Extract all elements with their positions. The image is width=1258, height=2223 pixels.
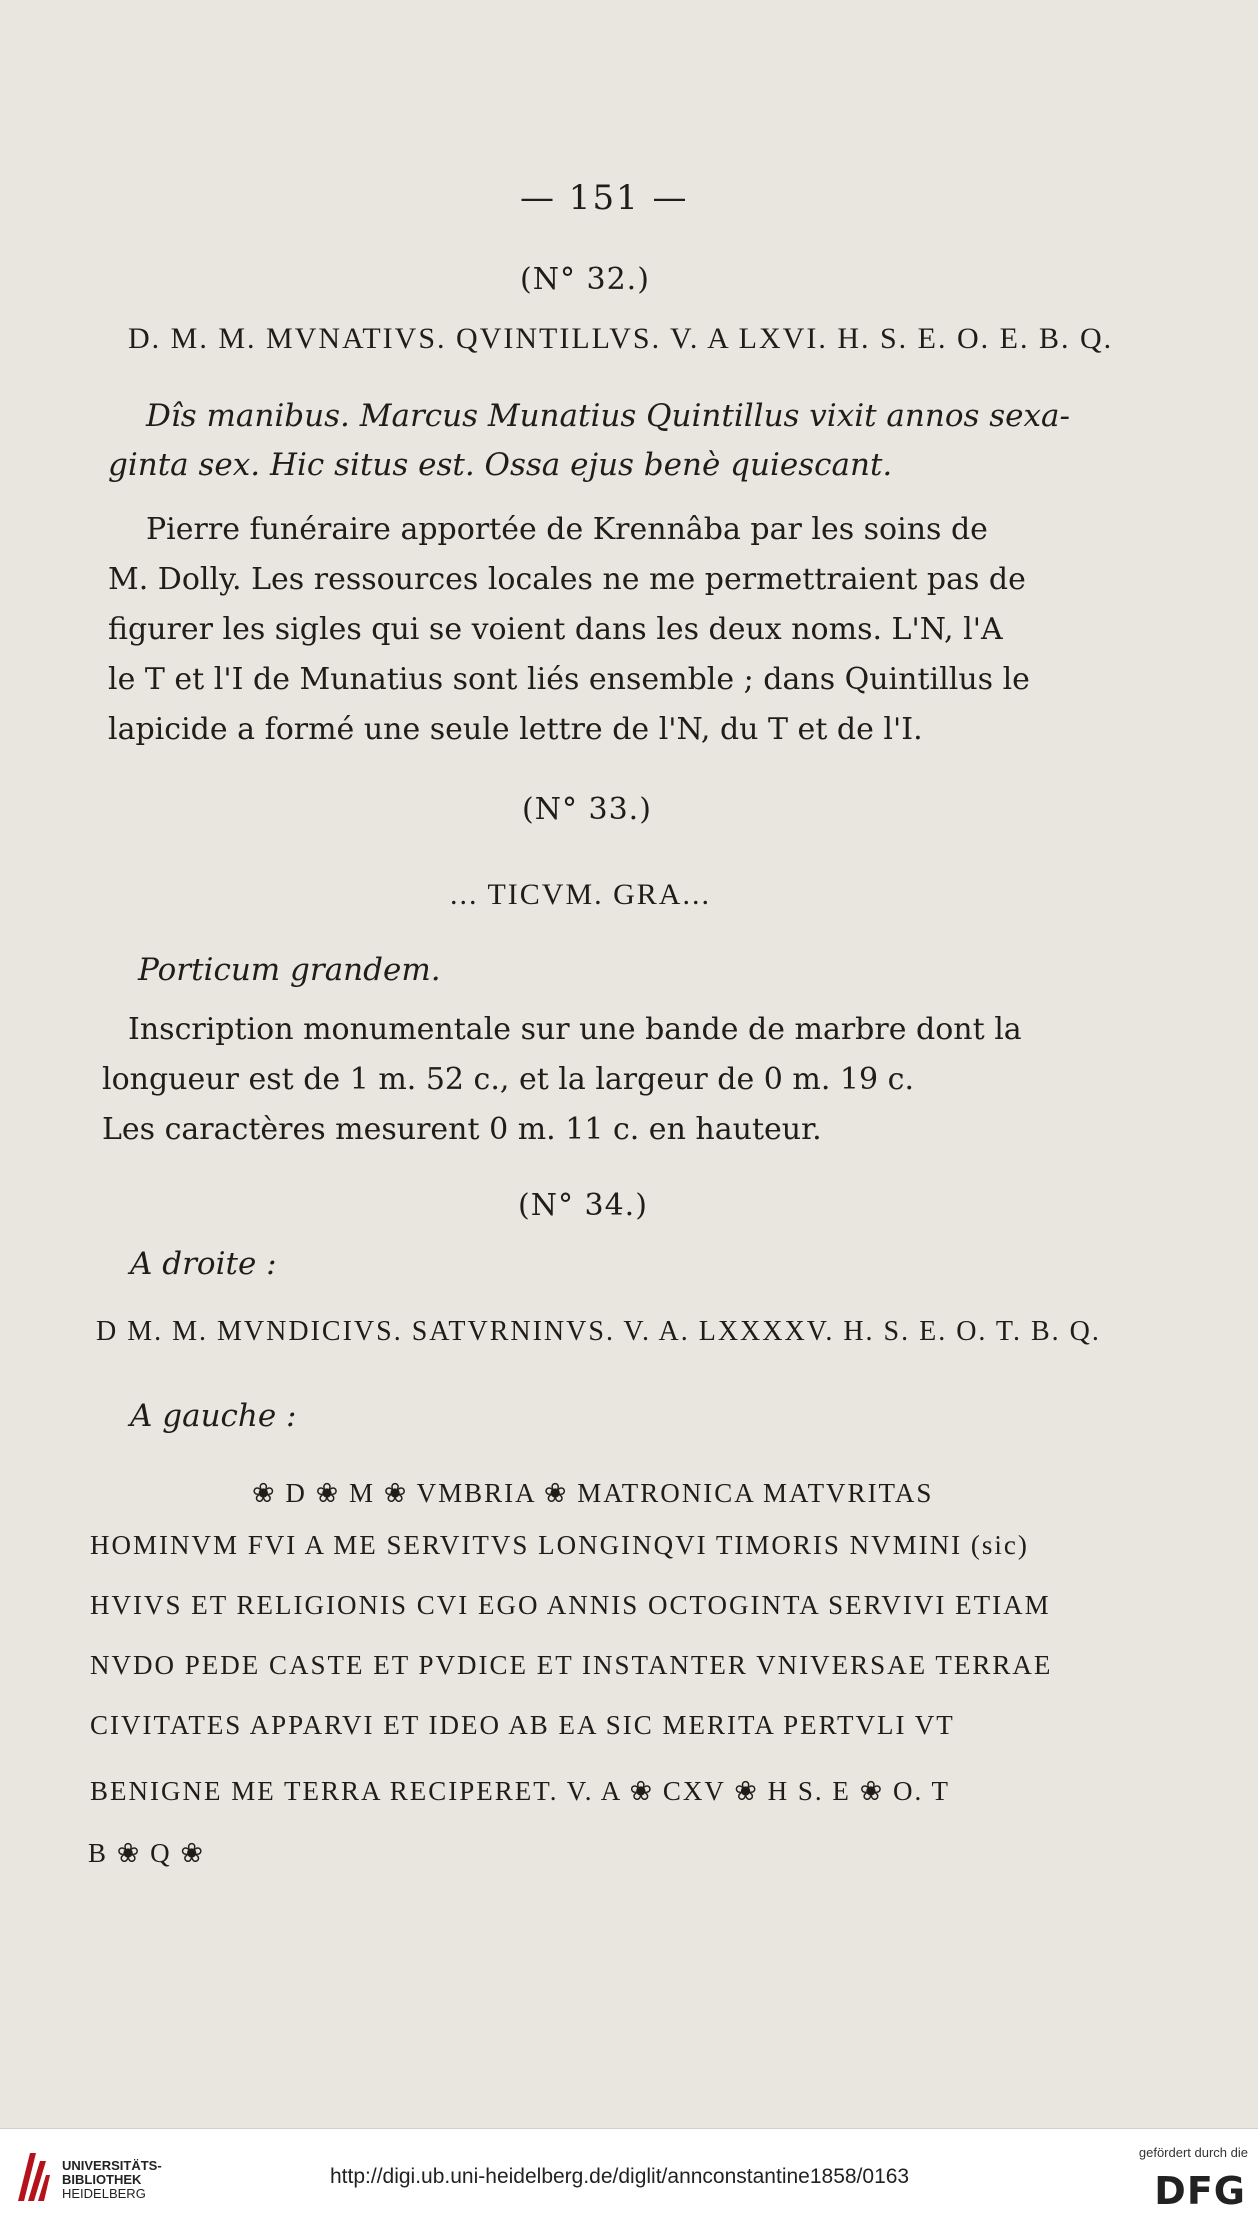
section-heading-33: (N° 33.) <box>522 792 652 827</box>
right-side-label: A droite : <box>130 1246 277 1282</box>
translation-32-line-2: ginta sex. Hic situs est. Ossa ejus benè quiescant. <box>108 447 893 483</box>
section-heading-34: (N° 34.) <box>518 1188 648 1223</box>
institution-line-1: UNIVERSITÄTS- <box>62 2158 162 2173</box>
left-inscription-line-3: HVIVS ET RELIGIONIS CVI EGO ANNIS OCTOGINTA SERVIVI ETIAM <box>90 1590 1051 1620</box>
page-number: — 151 — <box>520 178 689 218</box>
left-inscription-line-6: BENIGNE ME TERRA RECIPERET. V. A ❀ CXV ❀ H S. E ❀ O. T <box>90 1776 950 1806</box>
university-library-logo-icon <box>14 2147 52 2205</box>
right-side-inscription: D M. M. MVNDICIVS. SATVRNINVS. V. A. LXXXXV. H. S. E. O. T. B. Q. <box>96 1316 1101 1347</box>
left-inscription-line-7: B ❀ Q ❀ <box>88 1838 206 1868</box>
dfg-logo: DFG <box>1154 2169 1246 2213</box>
commentary-32-line-1: Pierre funéraire apportée de Krennâba par les soins de <box>146 512 988 547</box>
commentary-32-line-4: le T et l'I de Munatius sont liés ensemble ; dans Quintillus le <box>108 662 1030 697</box>
commentary-33-line-2: longueur est de 1 m. 52 c., et la largeur de 0 m. 19 c. <box>102 1062 914 1097</box>
left-inscription-line-2: HOMINVM FVI A ME SERVITVS LONGINQVI TIMORIS NVMINI (sic) <box>90 1530 1029 1560</box>
institution-line-2: BIBLIOTHEK <box>62 2172 142 2187</box>
commentary-33-line-3: Les caractères mesurent 0 m. 11 c. en hauteur. <box>102 1112 822 1147</box>
commentary-32-line-3: figurer les sigles qui se voient dans les deux noms. L'N, l'A <box>108 612 1003 647</box>
left-inscription-line-1: ❀ D ❀ M ❀ VMBRIA ❀ MATRONICA MATVRITAS <box>252 1478 934 1508</box>
left-inscription-line-4: NVDO PEDE CASTE ET PVDICE ET INSTANTER VNIVERSAE TERRAE <box>90 1650 1053 1680</box>
inscription-33: ... TICVM. GRA... <box>450 878 711 911</box>
inscription-32: D. M. M. MVNATIVS. QVINTILLVS. V. A LXVI. H. S. E. O. E. B. Q. <box>128 322 1114 355</box>
institution-line-3: HEIDELBERG <box>62 2186 146 2201</box>
translation-32-line-1: Dîs manibus. Marcus Munatius Quintillus vixit annos sexa- <box>146 398 1070 434</box>
left-side-label: A gauche : <box>130 1398 297 1434</box>
institution-name <box>62 2159 162 2201</box>
commentary-33-line-1: Inscription monumentale sur une bande de marbre dont la <box>128 1012 1022 1047</box>
digitization-footer <box>0 2128 1258 2223</box>
commentary-32-line-2: M. Dolly. Les ressources locales ne me permettraient pas de <box>108 562 1026 597</box>
permalink-url[interactable]: http://digi.ub.uni-heidelberg.de/diglit/annconstantine1858/0163 <box>330 2165 910 2188</box>
left-inscription-line-5: CIVITATES APPARVI ET IDEO AB EA SIC MERITA PERTVLI VT <box>90 1710 955 1740</box>
section-heading-32: (N° 32.) <box>520 262 650 297</box>
commentary-32-line-5: lapicide a formé une seule lettre de l'N, du T et de l'I. <box>108 712 923 747</box>
funded-by-text: gefördert durch die <box>1138 2145 1248 2160</box>
translation-33: Porticum grandem. <box>138 952 441 988</box>
